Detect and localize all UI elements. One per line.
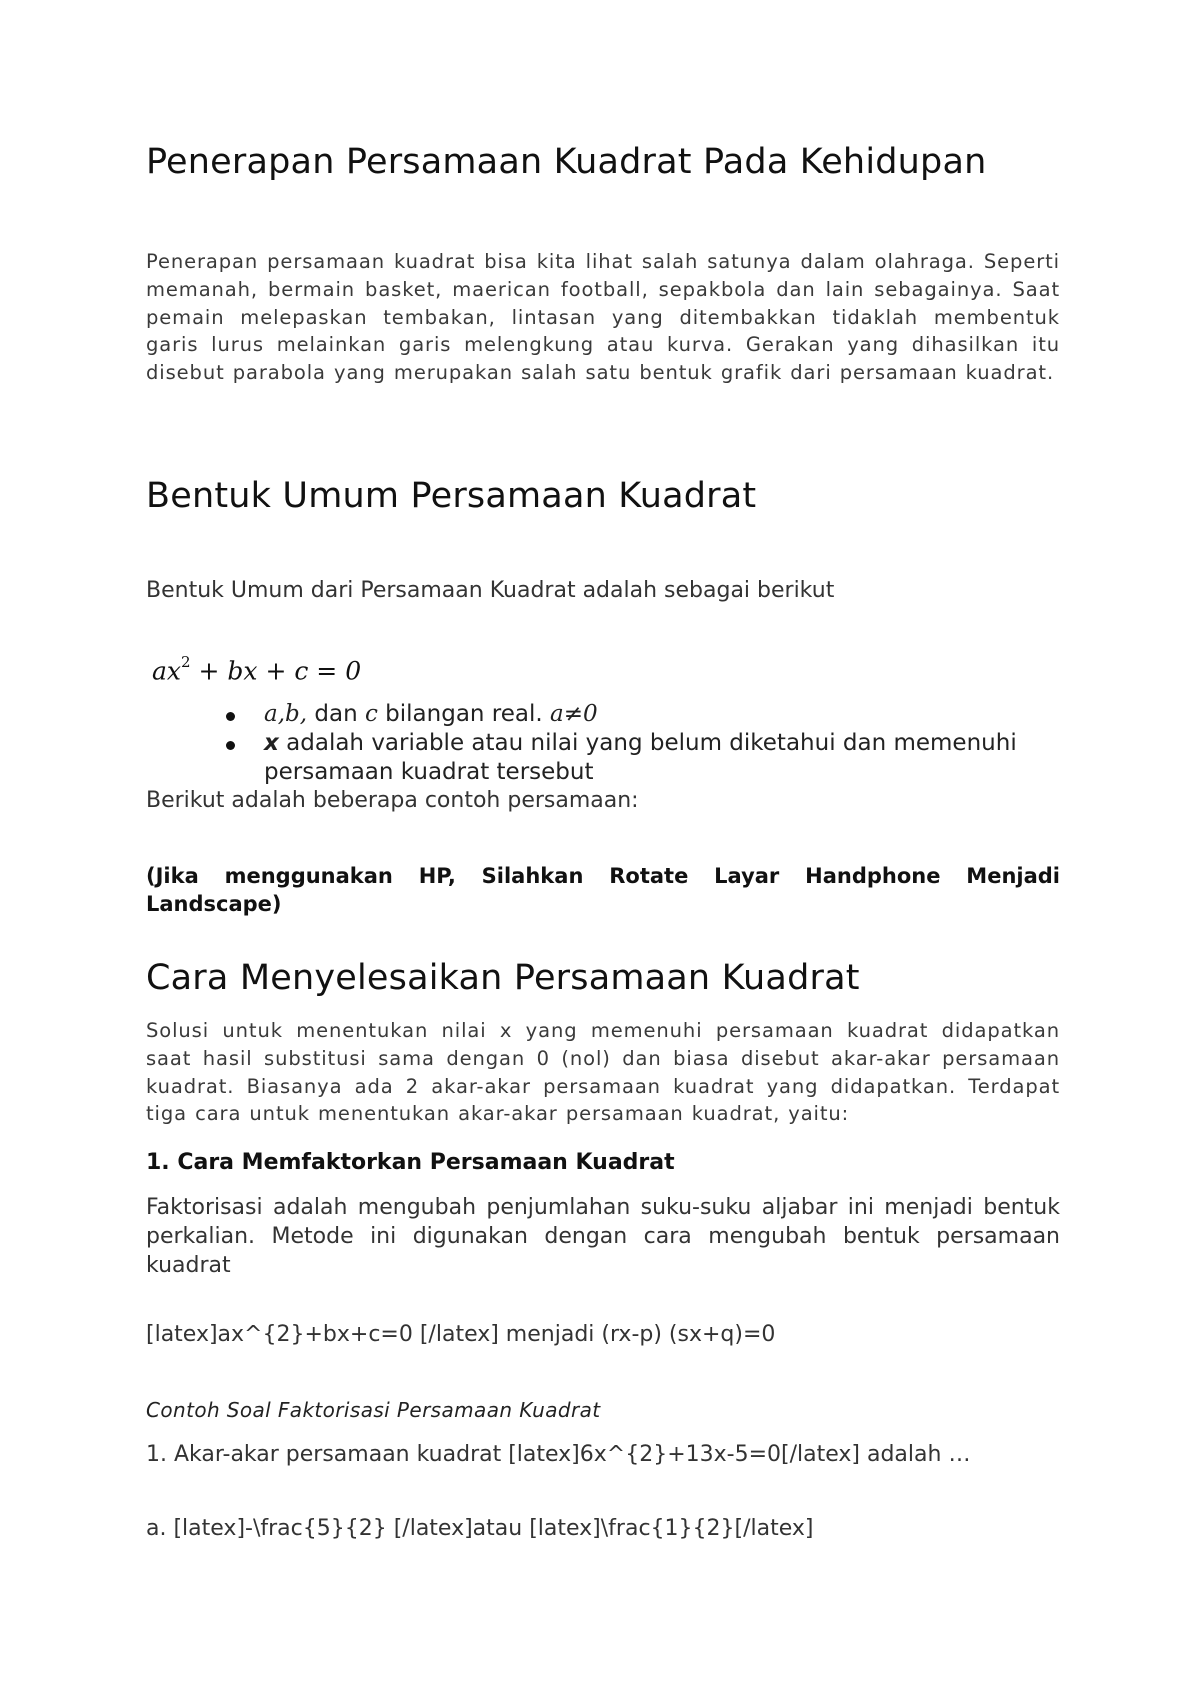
quadratic-general-formula — [152, 653, 362, 686]
example-heading: Contoh Soal Faktorisasi Persamaan Kuadrat — [146, 1398, 601, 1422]
examples-intro: Berikut adalah beberapa contoh persamaan: — [146, 788, 639, 813]
real-number-text: bilangan real. — [377, 701, 551, 727]
example-question: 1. Akar-akar persamaan kuadrat [latex]6x^{2}+13x-5=0[/latex] adalah … — [146, 1442, 971, 1467]
method1-heading: 1. Cara Memfaktorkan Persamaan Kuadrat — [146, 1150, 675, 1175]
latex-factoring-line: [latex]ax^{2}+bx+c=0 [/latex] menjadi (rx-p) (sx+q)=0 — [146, 1322, 776, 1347]
var-x: x — [264, 730, 279, 756]
general-form-lead: Bentuk Umum dari Persamaan Kuadrat adalah sebagai berikut — [146, 578, 835, 603]
section-title-bentuk-umum: Bentuk Umum Persamaan Kuadrat — [146, 476, 757, 516]
bullet-icon — [226, 712, 235, 721]
variable-description: adalah variable atau nilai yang belum diketahui dan memenuhi persamaan kuadrat tersebut — [264, 730, 1017, 785]
method1-paragraph: Faktorisasi adalah mengubah penjumlahan suku-suku aljabar ini menjadi bentuk perkalian. Metode ini digunakan dengan cara mengubah bentuk persamaan kuadrat — [146, 1195, 1060, 1278]
formula-definitions-list — [226, 700, 1066, 787]
rotate-device-note: (Jika menggunakan HP, Silahkan Rotate Layar Handphone Menjadi Landscape) — [146, 864, 1060, 916]
formula-exponent: 2 — [181, 653, 191, 671]
formula-term-ax: ax — [152, 656, 182, 686]
list-item — [226, 700, 1066, 729]
bullet-icon — [226, 741, 235, 750]
formula-rest: + bx + c = 0 — [198, 656, 362, 686]
condition-a-not-zero: a≠0 — [550, 701, 598, 727]
word-dan: dan — [307, 701, 365, 727]
section-title-penerapan: Penerapan Persamaan Kuadrat Pada Kehidupan — [146, 142, 987, 182]
section-title-cara-menyelesaikan: Cara Menyelesaikan Persamaan Kuadrat — [146, 958, 860, 998]
example-option-a: a. [latex]-\frac{5}{2} [/latex]atau [latex]\frac{1}{2}[/latex] — [146, 1516, 814, 1541]
solution-paragraph: Solusi untuk menentukan nilai x yang memenuhi persamaan kuadrat didapatkan saat hasil substitusi sama dengan 0 (nol) dan biasa disebut akar-akar persamaan kuadrat. Biasanya ada 2 akar-akar persamaan kuadrat yang didapatkan. Terdapat tiga cara untuk menentukan akar-akar persamaan kuadrat, yaitu: — [146, 1019, 1060, 1126]
list-item — [226, 729, 1066, 787]
intro-paragraph: Penerapan persamaan kuadrat bisa kita lihat salah satunya dalam olahraga. Seperti memanah, bermain basket, maerican football, sepakbola dan lain sebagainya. Saat pemain melepaskan tembakan, lintasan yang ditembakkan tidaklah membentuk garis lurus melainkan garis melengkung atau kurva. Gerakan yang dihasilkan itu disebut parabola yang merupakan salah satu bentuk grafik dari persamaan kuadrat. — [146, 250, 1060, 385]
var-ab: a,b, — [264, 701, 308, 727]
var-c: c — [364, 701, 378, 727]
